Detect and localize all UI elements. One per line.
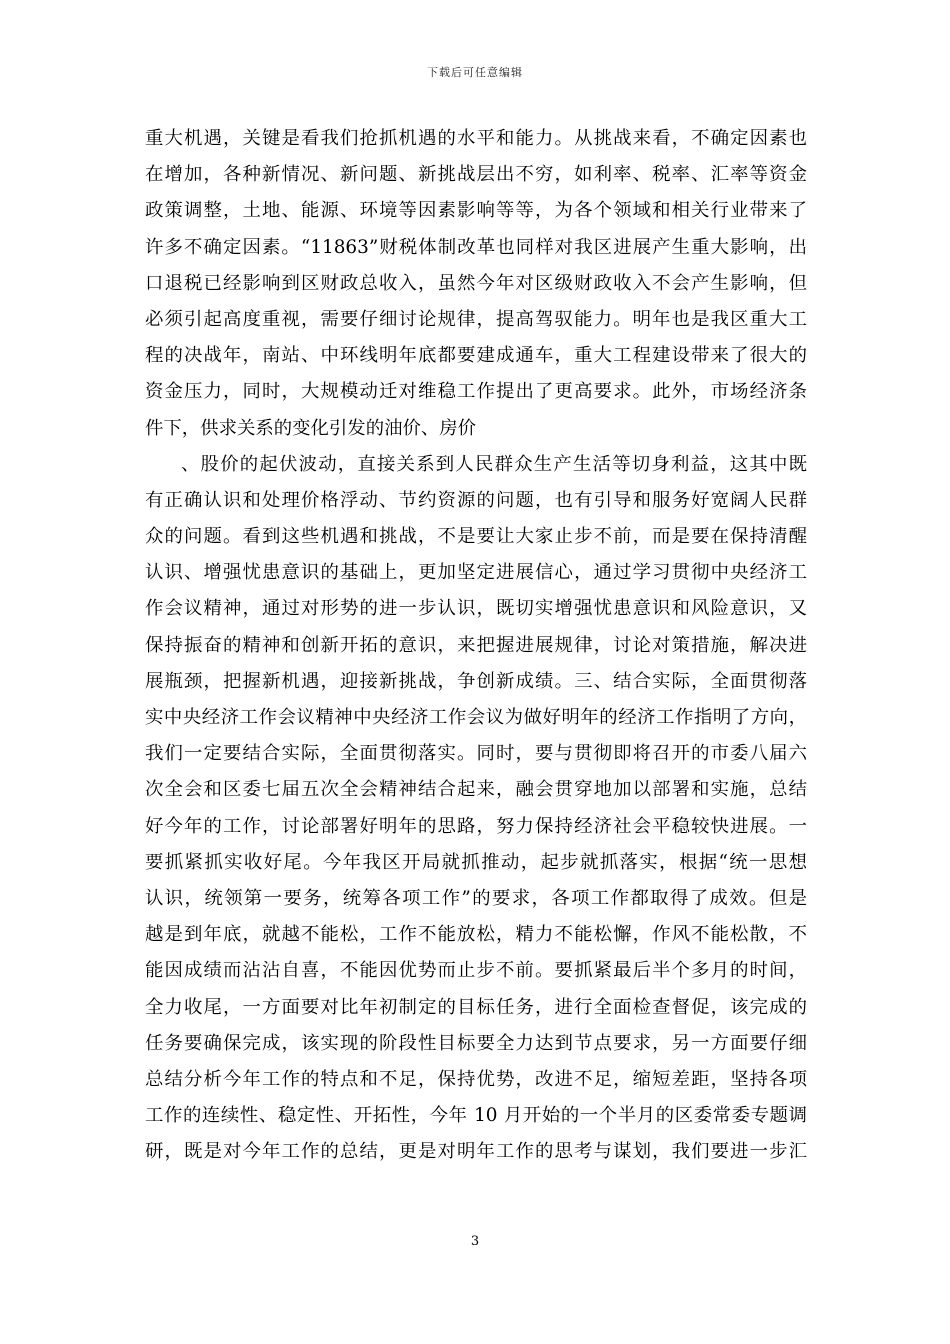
text-line: 作会议精神，通过对形势的进一步认识，既切实增强忧患意识和风险意识，又 — [145, 598, 807, 620]
text-line: 实中央经济工作会议精神中央经济工作会议为做好明年的经济工作指明了方向， — [145, 707, 807, 728]
text-line: 好今年的工作，讨论部署好明年的思路，努力保持经济社会平稳较快进展。一 — [145, 815, 807, 837]
text-line: 保持振奋的精神和创新开拓的意识，来把握进展规律，讨论对策措施，解决进 — [145, 634, 807, 656]
text-line: 资金压力，同时，大规模动迁对维稳工作提出了更高要求。此外，市场经济条 — [145, 381, 807, 403]
text-line: 认识、增强忧患意识的基础上，更加坚定进展信心，通过学习贯彻中央经济工 — [145, 562, 807, 584]
text-line: 全力收尾，一方面要对比年初制定的目标任务，进行全面检查督促，该完成的 — [145, 996, 807, 1018]
text-line: 程的决战年，南站、中环线明年底都要建成通车，重大工程建设带来了很大的 — [145, 345, 807, 367]
text-line: 政策调整，土地、能源、环境等因素影响等等，为各个领域和相关行业带来了 — [145, 200, 807, 222]
text-line: 总结分析今年工作的特点和不足，保持优势，改进不足，缩短差距，坚持各项 — [145, 1068, 807, 1090]
paragraph-2 — [145, 447, 807, 1171]
text-line: 件下，供求关系的变化引发的油价、房价 — [145, 417, 477, 439]
text-line: 在增加，各种新情况、新问题、新挑战层出不穷，如利率、税率、汇率等资金 — [145, 164, 807, 186]
text-line: 、股价的起伏波动，直接关系到人民群众生产生活等切身利益，这其中既 — [181, 453, 807, 475]
text-line: 展瓶颈，把握新机遇，迎接新挑战，争创新成绩。三、结合实际，全面贯彻落 — [145, 670, 807, 692]
text-line: 能因成绩而沾沾自喜，不能因优势而止步不前。要抓紧最后半个多月的时间， — [145, 960, 807, 982]
text-line: 我们一定要结合实际，全面贯彻落实。同时，要与贯彻即将召开的市委八届六 — [145, 743, 807, 765]
text-line: 要抓紧抓实收好尾。今年我区开局就抓推动，起步就抓落实，根据“统一思想 — [145, 851, 807, 873]
text-line: 研，既是对今年工作的总结，更是对明年工作的思考与谋划，我们要进一步汇 — [145, 1141, 807, 1163]
text-line: 工作的连续性、稳定性、开拓性，今年 10 月开始的一个半月的区委常委专题调 — [145, 1105, 807, 1127]
text-line: 必须引起高度重视，需要仔细讨论规律，提高驾驭能力。明年也是我区重大工 — [145, 308, 807, 330]
document-body — [145, 121, 807, 1170]
text-line: 重大机遇，关键是看我们抢抓机遇的水平和能力。从挑战来看，不确定因素也 — [145, 128, 807, 149]
text-line: 次全会和区委七届五次全会精神结合起来，融会贯穿地加以部署和实施，总结 — [145, 779, 807, 801]
text-line: 任务要确保完成，该实现的阶段性目标要全力达到节点要求，另一方面要仔细 — [145, 1032, 807, 1054]
text-line: 越是到年底，就越不能松，工作不能放松，精力不能松懈，作风不能松散，不 — [145, 924, 807, 946]
text-line: 口退税已经影响到区财政总收入，虽然今年对区级财政收入不会产生影响，但 — [145, 272, 807, 294]
text-line: 许多不确定因素。“11863”财税体制改革也同样对我区进展产生重大影响，出 — [145, 236, 807, 258]
text-line: 众的问题。看到这些机遇和挑战，不是要让大家止步不前，而是要在保持清醒 — [145, 526, 807, 548]
page-header: 下载后可任意编辑 — [427, 66, 523, 79]
text-line: 有正确认识和处理价格浮动、节约资源的问题，也有引导和服务好宽阔人民群 — [145, 489, 807, 511]
page-number: 3 — [470, 1234, 480, 1249]
paragraph-1 — [145, 121, 807, 447]
text-line: 认识，统领第一要务，统筹各项工作”的要求，各项工作都取得了成效。但是 — [145, 887, 807, 909]
